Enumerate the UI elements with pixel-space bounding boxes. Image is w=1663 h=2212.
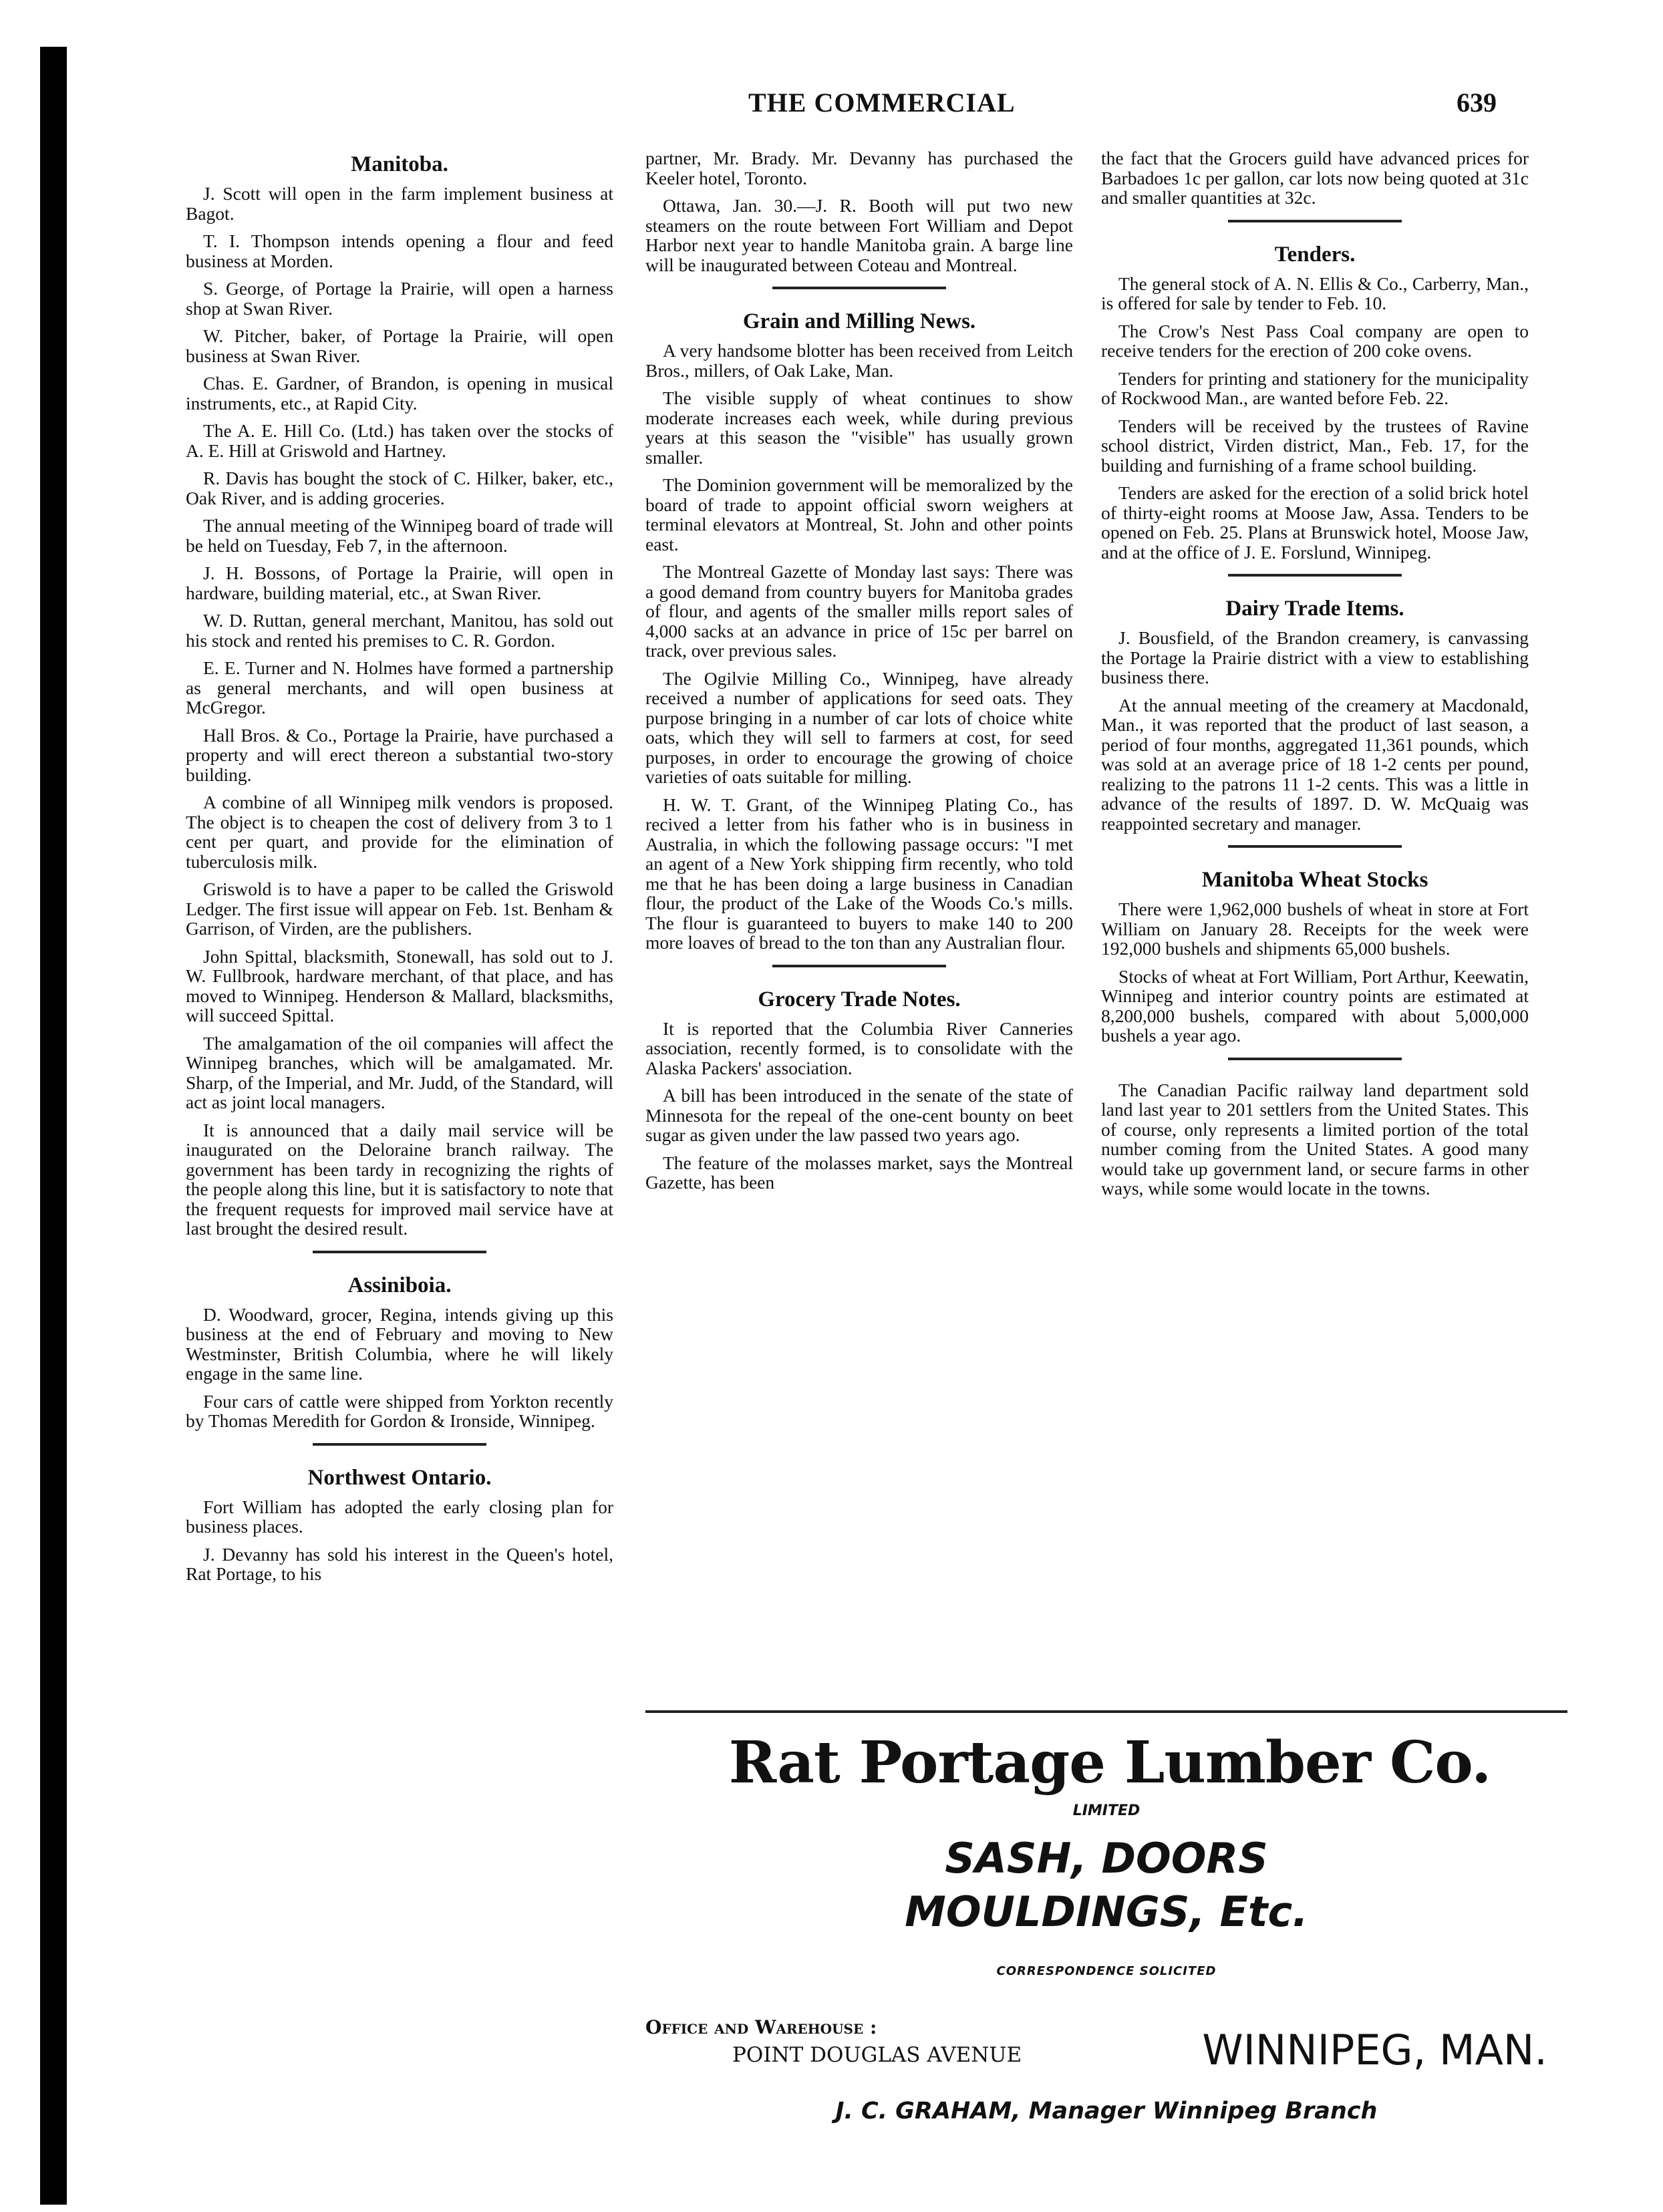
article-paragraph: The A. E. Hill Co. (Ltd.) has taken over the stocks of A. E. Hill at Griswold and Hartney. xyxy=(186,420,613,461)
article-paragraph: partner, Mr. Brady. Mr. Devanny has purchased the Keeler hotel, Toronto. xyxy=(645,148,1073,188)
advertisement xyxy=(645,1717,1567,2185)
article-paragraph: Tenders will be received by the trustees of Ravine school district, Virden district, Man., Feb. 17, for the building and furnishing of a frame school building. xyxy=(1101,415,1529,476)
article-paragraph: A combine of all Winnipeg milk vendors is proposed. The object is to cheapen the cost of delivery from 3 to 1 cent per quart, and provide for the elimination of tuberculosis milk. xyxy=(186,792,613,872)
article-paragraph: A very handsome blotter has been received from Leitch Bros., millers, of Oak Lake, Man. xyxy=(645,340,1073,381)
article-paragraph: Chas. E. Gardner, of Brandon, is opening in musical instruments, etc., at Rapid City. xyxy=(186,373,613,414)
article-paragraph: J. Bousfield, of the Brandon creamery, is canvassing the Portage la Prairie district with a view to establishing business there. xyxy=(1101,627,1529,687)
article-paragraph: D. Woodward, grocer, Regina, intends giving up this business at the end of February and moving to New Westminster, British Columbia, where he will likely engage in the same line. xyxy=(186,1303,613,1384)
scan-edge-bar xyxy=(40,47,67,2205)
article-paragraph: Tenders for printing and stationery for the municipality of Rockwood Man., are wanted before Feb. 22. xyxy=(1101,367,1529,408)
article-paragraph: T. I. Thompson intends opening a flour and feed business at Morden. xyxy=(186,230,613,271)
article-paragraph: J. H. Bossons, of Portage la Prairie, will open in hardware, building material, etc., at Swan River. xyxy=(186,563,613,603)
heading-northwest-ontario: Northwest Ontario. xyxy=(307,1465,492,1490)
article-paragraph: Stocks of wheat at Fort William, Port Arthur, Keewatin, Winnipeg and interior country points are estimated at 8,200,000 bushels, compared with about 5,000,000 bushels a year ago. xyxy=(1101,965,1529,1046)
article-paragraph: Four cars of cattle were shipped from Yorkton recently by Thomas Meredith for Gordon & Ironside, Winnipeg. xyxy=(186,1390,613,1431)
section-divider xyxy=(313,1443,486,1446)
ad-city: WINNIPEG, MAN. xyxy=(1202,2026,1547,2074)
article-paragraph: The annual meeting of the Winnipeg board of trade will be held on Tuesday, Feb 7, in the afternoon. xyxy=(186,515,613,556)
heading-dairy: Dairy Trade Items. xyxy=(1225,597,1404,621)
masthead-title: THE COMMERCIAL xyxy=(748,88,1016,118)
article-paragraph: Ottawa, Jan. 30.—J. R. Booth will put two new steamers on the route between Fort William and Depot Harbor next year to handle Manitoba grain. A barge line will be inaugurated between Coteau and Montreal. xyxy=(645,195,1073,275)
ad-office-label: Office and Warehouse : xyxy=(645,2016,877,2038)
article-paragraph: John Spittal, blacksmith, Stonewall, has sold out to J. W. Fullbrook, hardware merchant, of that place, and has moved to Winnipeg. Henderson & Mallard, blacksmiths, will succeed Spittal. xyxy=(186,945,613,1025)
ad-correspondence: CORRESPONDENCE SOLICITED xyxy=(996,1964,1217,1978)
article-paragraph: The Crow's Nest Pass Coal company are open to receive tenders for the erection of 200 coke ovens. xyxy=(1101,320,1529,361)
article-paragraph: Fort William has adopted the early closing plan for business places. xyxy=(186,1496,613,1537)
advertisement-rule xyxy=(645,1710,1567,1713)
article-paragraph: The Dominion government will be memoralized by the board of trade to appoint official sworn weighers at terminal elevators at Montreal, St. John and other points east. xyxy=(645,474,1073,555)
column-1 xyxy=(186,148,613,1592)
article-paragraph: A bill has been introduced in the senate of the state of Minnesota for the repeal of the one-cent bounty on beet sugar as given under the law passed two years ago. xyxy=(645,1085,1073,1145)
article-paragraph: J. Scott will open in the farm implement business at Bagot. xyxy=(186,183,613,224)
section-divider xyxy=(772,965,946,967)
ad-products-line2: MOULDINGS, Etc. xyxy=(905,1887,1308,1936)
article-paragraph: Tenders are asked for the erection of a solid brick hotel of thirty-eight rooms at Moose Jaw, Assa. Tenders to be opened on Feb. 25. Plans at Brunswick hotel, Moose Jaw, and at the office of J. E. Forslund, Winnipeg. xyxy=(1101,482,1529,563)
article-paragraph: The amalgamation of the oil companies will affect the Winnipeg branches, which will be amalgamated. Mr. Sharp, of the Imperial, and Mr. Judd, of the Standard, will act as joint local managers. xyxy=(186,1032,613,1112)
page-number: 639 xyxy=(1457,88,1497,118)
ad-limited: LIMITED xyxy=(1072,1802,1141,1819)
article-paragraph: W. Pitcher, baker, of Portage la Prairie, will open business at Swan River. xyxy=(186,325,613,366)
section-divider xyxy=(313,1251,486,1253)
article-paragraph: S. George, of Portage la Prairie, will open a harness shop at Swan River. xyxy=(186,278,613,319)
section-divider xyxy=(1228,845,1402,848)
heading-manitoba: Manitoba. xyxy=(351,152,448,176)
section-divider xyxy=(772,287,946,289)
article-paragraph: H. W. T. Grant, of the Winnipeg Plating Co., has recived a letter from his father who is in business in Australia, in which the following passage occurs: "I met an agent of a New York shipping firm recently, who told me that he has been doing a large business in Canadian flour, the product of the Lake of the Woods Co.'s mills. The flour is guaranteed to buyers to make 140 to 200 more loaves of bread to the ton than any Australian flour. xyxy=(645,794,1073,953)
heading-grain-milling: Grain and Milling News. xyxy=(742,309,976,333)
article-paragraph: W. D. Ruttan, general merchant, Manitou, has sold out his stock and rented his premises to C. R. Gordon. xyxy=(186,610,613,651)
heading-assiniboia: Assiniboia. xyxy=(347,1273,452,1297)
article-paragraph: It is reported that the Columbia River Canneries association, recently formed, is to consolidate with the Alaska Packers' association. xyxy=(645,1017,1073,1078)
article-paragraph: There were 1,962,000 bushels of wheat in store at Fort William on January 28. Receipts for the week were 192,000 bushels and shipments 65,000 bushels. xyxy=(1101,899,1529,959)
article-paragraph: The Montreal Gazette of Monday last says: There was a good demand from country buyers for Manitoba grades of flour, and agents of the smaller mills report sales of 4,000 sacks at an advance in price of 15c per barrel on track, over previous sales. xyxy=(645,561,1073,661)
heading-grocery: Grocery Trade Notes. xyxy=(758,987,961,1011)
article-paragraph: the fact that the Grocers guild have advanced prices for Barbadoes 1c per gallon, car lots now being quoted at 31c and smaller quantities at 32c. xyxy=(1101,148,1529,208)
ad-manager: J. C. GRAHAM, Manager Winnipeg Branch xyxy=(835,2098,1378,2124)
article-paragraph: R. Davis has bought the stock of C. Hilker, baker, etc., Oak River, and is adding groceries. xyxy=(186,468,613,508)
ad-products-line1: SASH, DOORS xyxy=(945,1834,1268,1883)
article-paragraph: E. E. Turner and N. Holmes have formed a partnership as general merchants, and will open business at McGregor. xyxy=(186,657,613,718)
ad-company-name: Rat Portage Lumber Co. xyxy=(728,1729,1491,1796)
section-divider xyxy=(1228,220,1402,222)
article-paragraph: The visible supply of wheat continues to show moderate increases each week, while during previous years at this season the "visible" has usually grown smaller. xyxy=(645,387,1073,468)
article-paragraph: The Canadian Pacific railway land department sold land last year to 201 settlers from the United States. This of course, only represents a limited portion of the total number coming from the United States. A good many would take up government land, or secure farms in other ways, while some would locate in the towns. xyxy=(1101,1079,1529,1199)
article-paragraph: Griswold is to have a paper to be called the Griswold Ledger. The first issue will appear on Feb. 1st. Benham & Garrison, of Virden, are the publishers. xyxy=(186,879,613,939)
heading-tenders: Tenders. xyxy=(1274,242,1356,267)
column-2 xyxy=(645,148,1073,1201)
article-paragraph: At the annual meeting of the creamery at Macdonald, Man., it was reported that the product of last season, a period of four months, aggregated 11,361 pounds, which was sold at an average price of 18 1-2 cents per pound, realizing to the patrons 11 1-2 cents. This was a little in advance of the results of 1897. D. W. McQuaig was reappointed secretary and manager. xyxy=(1101,694,1529,834)
article-paragraph: The feature of the molasses market, says the Montreal Gazette, has been xyxy=(645,1152,1073,1193)
section-divider xyxy=(1228,1058,1402,1060)
article-paragraph: It is announced that a daily mail service will be inaugurated on the Deloraine branch railway. The government has been tardy in recognizing the rights of the people along this line, but it is satisfactory to note that the frequent requests for improved mail service have at last brought the desired result. xyxy=(186,1119,613,1239)
article-paragraph: The Ogilvie Milling Co., Winnipeg, have already received a number of applications for seed oats. They purpose bringing in a number of car lots of choice white oats, which they will sell to farmers at cost, for seed purposes, in order to encourage the growing of choice varieties of oats suitable for milling. xyxy=(645,667,1073,787)
article-paragraph: Hall Bros. & Co., Portage la Prairie, have purchased a property and will erect thereon a substantial two-story building. xyxy=(186,724,613,785)
column-3 xyxy=(1101,148,1529,1207)
section-divider xyxy=(1228,574,1402,577)
heading-wheat-stocks: Manitoba Wheat Stocks xyxy=(1201,868,1428,892)
article-paragraph: J. Devanny has sold his interest in the Queen's hotel, Rat Portage, to his xyxy=(186,1543,613,1584)
article-paragraph: The general stock of A. N. Ellis & Co., Carberry, Man., is offered for sale by tender to Feb. 10. xyxy=(1101,273,1529,313)
ad-office-address: POINT DOUGLAS AVENUE xyxy=(732,2043,1022,2067)
